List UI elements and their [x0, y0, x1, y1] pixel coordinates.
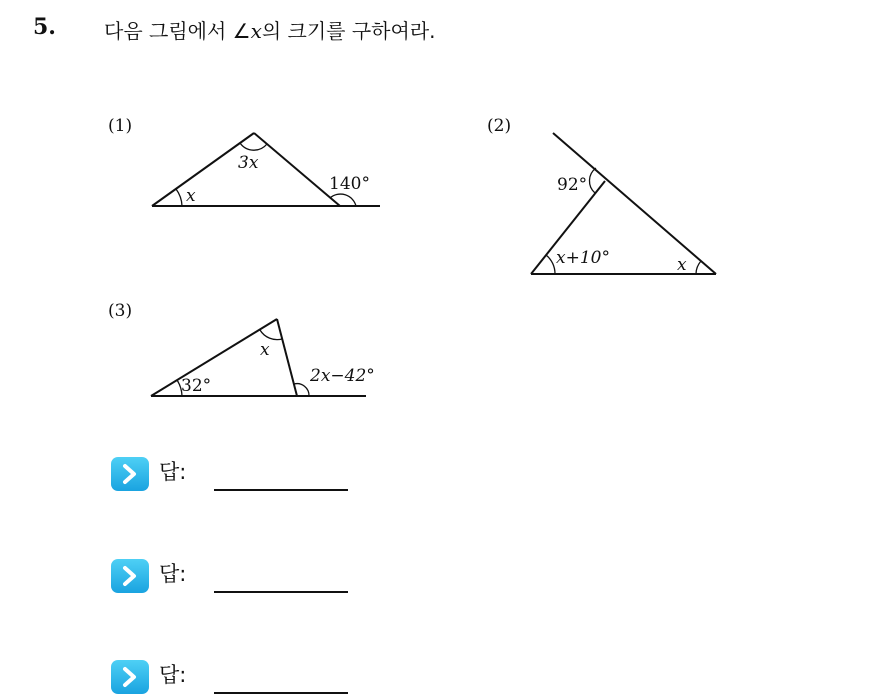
- answer-blank-1[interactable]: [214, 489, 348, 491]
- chevron-right-icon: [111, 457, 149, 491]
- figure-3-left-angle-label: 32°: [181, 376, 212, 396]
- question-text-after: 의 크기를 구하여라.: [261, 19, 436, 43]
- figure-3-top-angle-label: x: [260, 340, 270, 360]
- answer-blank-3[interactable]: [214, 692, 348, 694]
- figure-2-left-angle-arc: [546, 255, 555, 274]
- answer-blank-2[interactable]: [214, 591, 348, 593]
- figure-1-top-angle-arc: [240, 143, 267, 150]
- answer-label: 답:: [159, 562, 187, 586]
- answer-label: 답:: [159, 460, 187, 484]
- figure-2-right-angle-label: x: [677, 255, 687, 275]
- chevron-right-icon: [111, 559, 149, 593]
- figure-1-label: (1): [108, 116, 133, 136]
- angle-symbol: ∠: [232, 19, 251, 43]
- figure-3-right-side: [277, 319, 297, 396]
- figure-3-top-angle-arc: [260, 330, 282, 340]
- figure-2-label: (2): [487, 116, 512, 136]
- question-variable: x: [250, 19, 262, 43]
- figure-3-left-side: [151, 319, 277, 396]
- figure-1-exterior-angle-label: 140°: [329, 174, 370, 194]
- figure-1-left-angle-arc: [176, 189, 182, 206]
- figure-2-exterior-angle-arc: [589, 168, 596, 193]
- figure-1-left-angle-label: x: [186, 186, 196, 206]
- figure-2-left-angle-label: x+10°: [556, 248, 610, 268]
- figure-3-label: (3): [108, 301, 133, 321]
- question-text-before: 다음 그림에서: [104, 19, 233, 43]
- figure-2-exterior-angle-label: 92°: [557, 175, 588, 195]
- answer-label: 답:: [159, 663, 187, 687]
- figure-3-exterior-angle-label: 2x−42°: [310, 366, 375, 386]
- figure-1-top-angle-label: 3x: [238, 153, 259, 173]
- chevron-right-icon: [111, 660, 149, 694]
- question-number: 5.: [33, 14, 56, 40]
- figure-2-right-angle-arc: [696, 261, 701, 274]
